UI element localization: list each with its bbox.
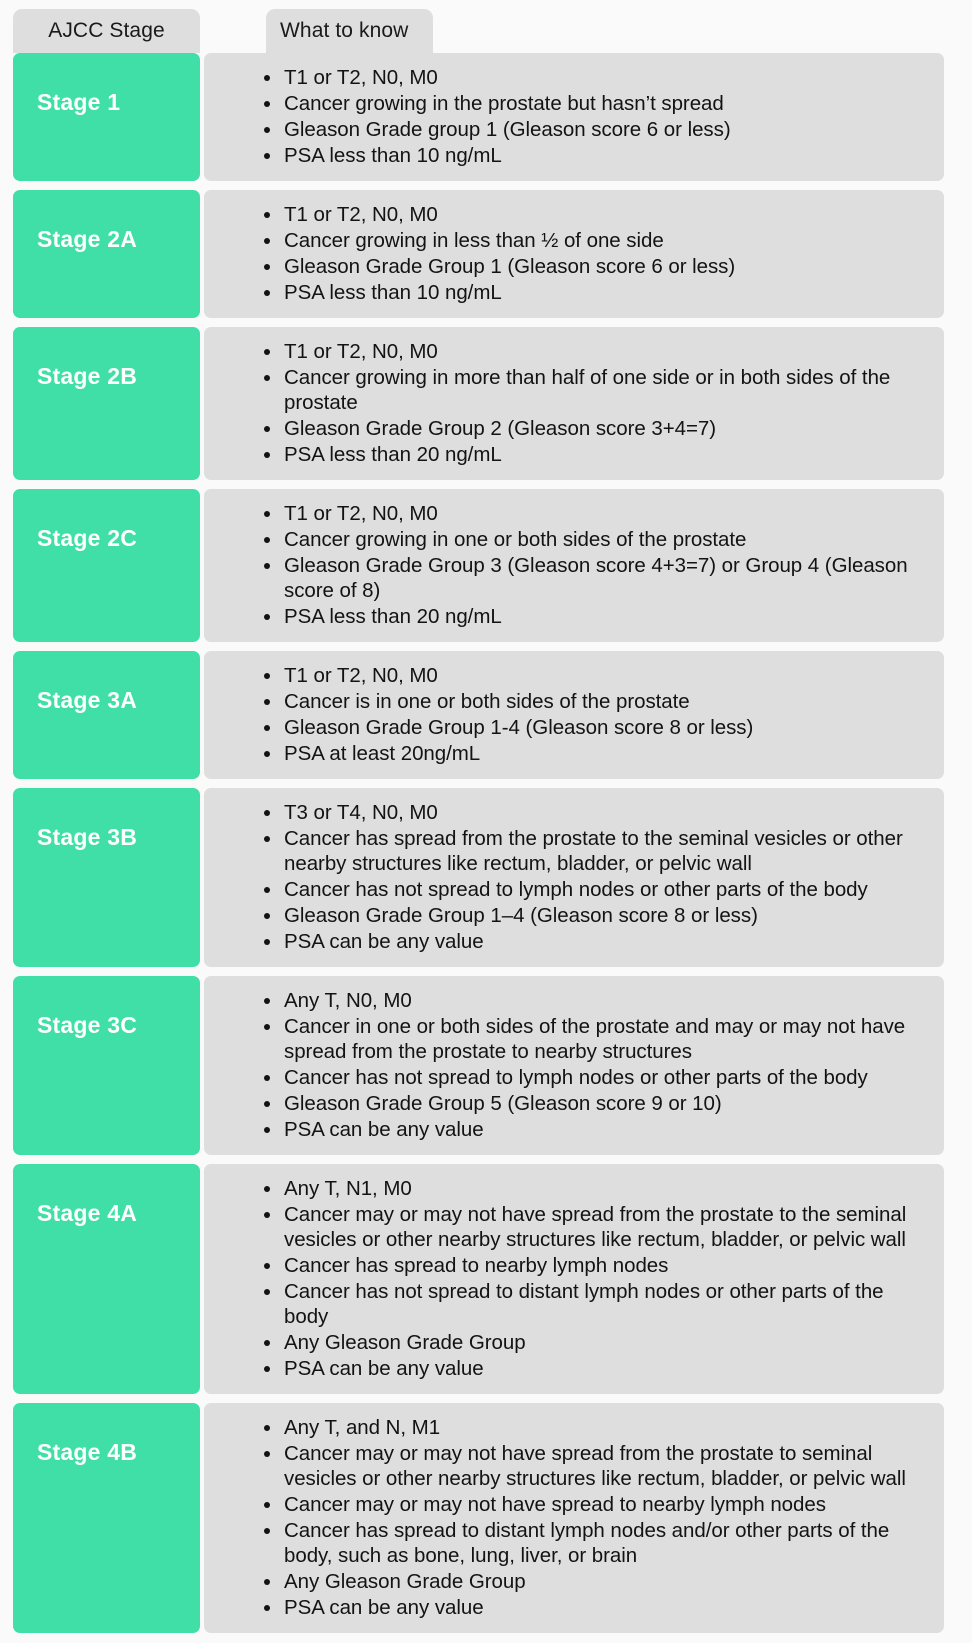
stage-cell <box>13 788 200 967</box>
table-row <box>0 788 972 967</box>
column-header-ajcc-stage-label: AJCC Stage <box>48 19 165 42</box>
what-to-know-cell <box>204 190 944 318</box>
ajcc-stage-table-page <box>0 9 972 1619</box>
list-item: Cancer has not spread to lymph nodes or other parts of the body <box>262 877 930 902</box>
list-item: Gleason Grade Group 1 (Gleason score 6 or less) <box>262 254 930 279</box>
table-row <box>0 1403 972 1633</box>
list-item: Cancer may or may not have spread from the prostate to the seminal vesicles or other nearby structures like rectum, bladder, or pelvic wall <box>262 1202 930 1252</box>
what-to-know-cell <box>204 976 944 1155</box>
list-item: Cancer may or may not have spread to nearby lymph nodes <box>262 1492 930 1517</box>
list-item: Gleason Grade Group 3 (Gleason score 4+3=7) or Group 4 (Gleason score of 8) <box>262 553 930 603</box>
table-row <box>0 489 972 642</box>
list-item: Any T, N1, M0 <box>262 1176 930 1201</box>
list-item: Cancer growing in the prostate but hasn’t spread <box>262 91 930 116</box>
list-item: T1 or T2, N0, M0 <box>262 202 930 227</box>
what-to-know-cell <box>204 327 944 480</box>
what-to-know-list <box>204 800 930 954</box>
column-header-ajcc-stage <box>13 9 200 53</box>
stage-label: Stage 3B <box>37 824 138 850</box>
list-item: Cancer has spread from the prostate to the seminal vesicles or other nearby structures like rectum, bladder, or pelvic wall <box>262 826 930 876</box>
stage-label: Stage 3A <box>37 687 138 713</box>
list-item: Cancer in one or both sides of the prostate and may or may not have spread from the prostate to nearby structures <box>262 1014 930 1064</box>
list-item: Cancer growing in one or both sides of the prostate <box>262 527 930 552</box>
stage-label: Stage 2B <box>37 363 138 389</box>
list-item: T3 or T4, N0, M0 <box>262 800 930 825</box>
stage-table-body <box>0 53 972 1643</box>
list-item: Gleason Grade Group 1-4 (Gleason score 8 or less) <box>262 715 930 740</box>
stage-label: Stage 2A <box>37 226 138 252</box>
what-to-know-list <box>204 988 930 1142</box>
list-item: Any T, N0, M0 <box>262 988 930 1013</box>
stage-cell <box>13 489 200 642</box>
stage-cell <box>13 190 200 318</box>
list-item: PSA can be any value <box>262 1356 930 1381</box>
table-row <box>0 1164 972 1394</box>
stage-label: Stage 4A <box>37 1200 138 1226</box>
stage-cell <box>13 53 200 181</box>
list-item: T1 or T2, N0, M0 <box>262 663 930 688</box>
list-item: Cancer growing in more than half of one side or in both sides of the prostate <box>262 365 930 415</box>
what-to-know-cell <box>204 53 944 181</box>
list-item: Any Gleason Grade Group <box>262 1330 930 1355</box>
column-header-what-to-know <box>266 9 433 53</box>
what-to-know-cell <box>204 788 944 967</box>
list-item: PSA less than 20 ng/mL <box>262 442 930 467</box>
what-to-know-list <box>204 202 930 305</box>
list-item: Gleason Grade Group 1–4 (Gleason score 8 or less) <box>262 903 930 928</box>
list-item: Cancer has spread to nearby lymph nodes <box>262 1253 930 1278</box>
list-item: Cancer growing in less than ½ of one side <box>262 228 930 253</box>
list-item: PSA less than 10 ng/mL <box>262 143 930 168</box>
list-item: Any T, and N, M1 <box>262 1415 930 1440</box>
table-row <box>0 976 972 1155</box>
list-item: PSA less than 20 ng/mL <box>262 604 930 629</box>
what-to-know-cell <box>204 1403 944 1633</box>
what-to-know-cell <box>204 489 944 642</box>
table-row <box>0 651 972 779</box>
stage-label: Stage 1 <box>37 89 121 115</box>
stage-cell <box>13 1164 200 1394</box>
stage-cell <box>13 976 200 1155</box>
table-row <box>0 327 972 480</box>
what-to-know-list <box>204 1176 930 1381</box>
table-row <box>0 190 972 318</box>
what-to-know-list <box>204 663 930 766</box>
what-to-know-list <box>204 1415 930 1620</box>
table-header-row <box>0 9 972 53</box>
what-to-know-list <box>204 339 930 467</box>
list-item: PSA at least 20ng/mL <box>262 741 930 766</box>
what-to-know-list <box>204 501 930 629</box>
stage-cell <box>13 1403 200 1633</box>
table-row <box>0 53 972 181</box>
list-item: Gleason Grade Group 5 (Gleason score 9 or 10) <box>262 1091 930 1116</box>
list-item: PSA can be any value <box>262 929 930 954</box>
list-item: Cancer has not spread to distant lymph nodes or other parts of the body <box>262 1279 930 1329</box>
list-item: Any Gleason Grade Group <box>262 1569 930 1594</box>
list-item: Cancer may or may not have spread from the prostate to seminal vesicles or other nearby structures like rectum, bladder, or pelvic wall <box>262 1441 930 1491</box>
list-item: PSA can be any value <box>262 1117 930 1142</box>
stage-label: Stage 2C <box>37 525 138 551</box>
list-item: PSA less than 10 ng/mL <box>262 280 930 305</box>
list-item: T1 or T2, N0, M0 <box>262 65 930 90</box>
list-item: Gleason Grade Group 2 (Gleason score 3+4=7) <box>262 416 930 441</box>
stage-label: Stage 4B <box>37 1439 138 1465</box>
list-item: Cancer is in one or both sides of the prostate <box>262 689 930 714</box>
list-item: Cancer has spread to distant lymph nodes and/or other parts of the body, such as bone, lung, liver, or brain <box>262 1518 930 1568</box>
column-header-what-to-know-label: What to know <box>280 19 409 42</box>
list-item: T1 or T2, N0, M0 <box>262 501 930 526</box>
what-to-know-cell <box>204 651 944 779</box>
stage-cell <box>13 651 200 779</box>
list-item: Gleason Grade group 1 (Gleason score 6 or less) <box>262 117 930 142</box>
stage-label: Stage 3C <box>37 1012 138 1038</box>
stage-cell <box>13 327 200 480</box>
what-to-know-cell <box>204 1164 944 1394</box>
list-item: PSA can be any value <box>262 1595 930 1620</box>
list-item: T1 or T2, N0, M0 <box>262 339 930 364</box>
list-item: Cancer has not spread to lymph nodes or other parts of the body <box>262 1065 930 1090</box>
what-to-know-list <box>204 65 930 168</box>
